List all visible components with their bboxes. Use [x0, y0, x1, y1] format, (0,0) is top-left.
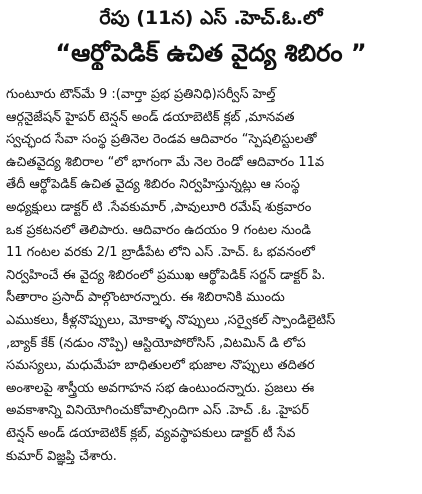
- article-headline: “ఆర్థోపెడిక్ ఉచిత వైద్య శిబిరం ”: [55, 39, 367, 67]
- body-line: సీతారాం ప్రసాద్ పాల్గొంటారన్నారు. ఈ శిబిరానికి ముందు: [6, 290, 285, 306]
- body-line: తేదీ ఆర్థోపెడిక్ ఉచిత వైద్య శిబిరం నిర్వహిస్తున్నట్లు ఆ సంస్థ: [6, 177, 300, 193]
- body-line: నిర్వహించే ఈ వైద్య శిబిరంలో ప్రముఖ ఆర్థోపెడిక్ సర్జన్ డాక్టర్ పి.: [6, 267, 326, 283]
- body-line: స్వచ్ఛంద సేవా సంస్థ ప్రతినెల రెండవ ఆదివారం “స్పెషలిస్టులతో: [6, 132, 317, 148]
- body-line: అవకాశాన్ని వినియోగించుకోవాల్సిందిగా ఎస్ .హెచ్ .ఓ .హైపర్: [6, 403, 309, 419]
- body-line: కుమార్ విజ్ఞప్తి చేశారు.: [6, 448, 117, 464]
- body-line: 11 గంటల వరకు 2/1 బ్రాడీపేట లోని ఎస్ .హెచ్. ఓ భవనంలో: [6, 245, 315, 261]
- body-line: ఒక ప్రకటనలో తెలిపారు. ఆదివారం ఉదయం 9 గంటల నుండి: [6, 222, 312, 238]
- body-line: ఎముకలు, కీళ్లనొప్పులు, మోకాళ్ళ నొప్పులు ,సర్వైకల్ స్పాండిలైటిస్: [6, 312, 336, 328]
- body-line: సమస్యలు, మధుమేహ బాధితులలో భుజాల నొప్పులు తదితర: [6, 358, 315, 374]
- body-line: అధ్యక్షులు డాక్టర్ టి .సేవకుమార్ ,పావులూరి రమేష్ శుక్రవారం: [6, 199, 312, 215]
- body-line: అంశాలపై శాస్త్రీయ అవగాహన సభ ఉంటుందన్నారు. ప్రజలు ఈ: [6, 380, 315, 396]
- article-kicker: రేపు (11న) ఎస్ .హెచ్.ఓ.లో: [99, 7, 323, 29]
- body-line: ఉచితవైద్య శిబిరాల “లో భాగంగా మే నెల రెండో ఆదివారం 11వ: [6, 154, 325, 170]
- article-body: [6, 84, 416, 468]
- body-line: ,బ్యాక్ కేక్ (నడుం నొప్పి) ఆస్టియోపోరోసిస్ ,విటమిన్ డి లోప: [6, 335, 306, 351]
- body-line: ఆర్గనైజేషన్ హైపర్ టెన్షన్ అండ్ డయాబెటిక్ క్లబ్ ,మానవత: [6, 109, 295, 125]
- body-line: గుంటూరు టౌన్‌మే 9 :(వార్తా ప్రభ ప్రతినిధి)సర్వీస్ హెల్త్: [6, 87, 276, 102]
- body-line: టెన్షన్ అండ్ డయాబెటిక్ క్లబ్, వ్యవస్థాపకులు డాక్టర్ టీ సేవ: [6, 425, 296, 441]
